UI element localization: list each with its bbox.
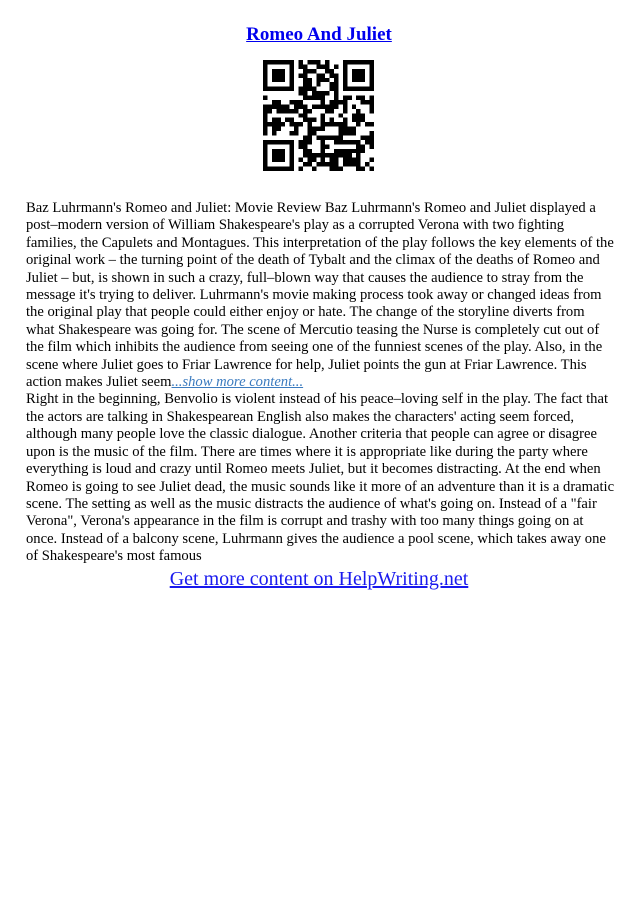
qr-code-icon xyxy=(263,60,374,171)
show-more-link[interactable]: ...show more content... xyxy=(171,374,304,391)
document-title[interactable]: Romeo And Juliet xyxy=(246,24,392,45)
article-body xyxy=(26,200,616,566)
paragraph-intro-text: Baz Luhrmann's Romeo and Juliet: Movie Review Baz Luhrmann's Romeo and Juliet displayed a post–modern version of William Shakespeare's play as a corrupted Verona with two fighting families, the Capulets and Montagues. This interpretation of the play follows the key elements of the original work – the turning point of the death of Tybalt and the climax of the deaths of Romeo and Juliet – but, is shown in such a crazy, full–blown way that causes the audience to stray from the message it's trying to deliver. Luhrmann's movie making process took away or changed ideas from the original play that people could either enjoy or hate. The change of the storyline diverts from what Shakespeare was going for. The scene of Mercutio teasing the Nurse is completely cut out of the film which inhibits the audience from seeing one of the funniest scenes of the play. Also, in the scene where Juliet goes to Friar Lawrence for help, Juliet points the gun at Friar Lawrence. This action makes Juliet seem xyxy=(26,200,614,391)
paragraph-continued: Right in the beginning, Benvolio is violent instead of his peace–loving self in the play. The fact that the actors are talking in Shakespearean English also makes the characters' acting seem forced, although many people love the classic dialogue. Another criteria that people can agree or disagree upon is the music of the film. There are times where it is appropriate like during the party where everything is loud and crazy until Romeo meets Juliet, but it becomes distracting. At the end when Romeo is going to see Juliet dead, the music sounds like it more of an adventure than it is a dramatic scene. The setting as well as the music distracts the audience of what's going on. Instead of a "fair Verona", Verona's appearance in the film is corrupt and trashy with too many things going on at once. Instead of a balcony scene, Luhrmann gives the audience a pool scene, which takes away one of Shakespeare's most famous xyxy=(26,391,615,565)
paragraph-intro xyxy=(26,200,616,391)
get-more-content-link[interactable]: Get more content on HelpWriting.net xyxy=(169,568,469,590)
